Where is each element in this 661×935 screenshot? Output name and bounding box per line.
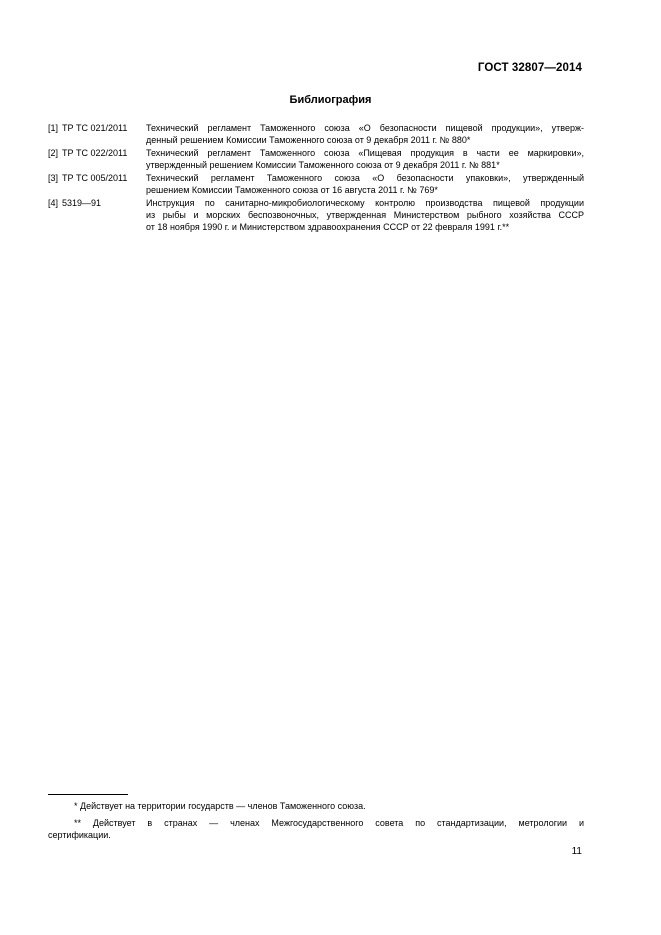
item-text bbox=[146, 122, 584, 146]
bibliography-item bbox=[48, 197, 584, 233]
item-text-line: Технический регламент Таможенного союза «О безопасности пищевой продукции», утверж- bbox=[146, 123, 584, 133]
footnote-text: * Действует на территории государств — членов Таможенного союза. bbox=[74, 801, 366, 811]
footnote-text-continuation: сертификации. bbox=[48, 830, 111, 840]
item-number: [4] bbox=[48, 198, 59, 208]
item-code: ТР ТС 005/2011 bbox=[62, 173, 128, 183]
item-text-line: решением Комиссии Таможенного союза от 16 августа 2011 г. № 769* bbox=[146, 185, 438, 195]
item-number: [2] bbox=[48, 148, 59, 158]
page-number: 11 bbox=[571, 846, 582, 857]
bibliography-list bbox=[48, 122, 584, 234]
bibliography-item bbox=[48, 122, 584, 146]
item-text bbox=[146, 147, 584, 171]
item-text-line: от 18 ноября 1990 г. и Министерством здравоохранения СССР от 22 февраля 1991 г.** bbox=[146, 222, 510, 232]
item-text-line: утвержденный решением Комиссии Таможенного союза от 9 декабря 2011 г. № 881* bbox=[146, 160, 500, 170]
bibliography-title: Библиография bbox=[289, 94, 372, 106]
item-text-line: из рыбы и морских беспозвоночных, утвержденная Министерством рыбного хозяйства СССР bbox=[146, 210, 584, 220]
item-text bbox=[146, 172, 584, 196]
bibliography-item bbox=[48, 172, 584, 196]
document-code: ГОСТ 32807—2014 bbox=[477, 62, 582, 74]
item-text-line: денный решением Комиссии Таможенного союза от 9 декабря 2011 г. № 880* bbox=[146, 135, 471, 145]
footnote-divider bbox=[48, 794, 128, 795]
footnote bbox=[48, 817, 584, 841]
footnotes bbox=[48, 800, 584, 846]
item-number: [1] bbox=[48, 123, 59, 133]
footnote-text-line bbox=[48, 817, 584, 829]
footnote-text: ** Действует в странах — членах Межгосударственного совета по стандартизации, метрологии и bbox=[74, 818, 584, 828]
item-code: ТР ТС 021/2011 bbox=[62, 123, 128, 133]
item-number: [3] bbox=[48, 173, 59, 183]
footnote bbox=[48, 800, 584, 812]
item-text-line: Инструкция по санитарно-микробиологическому контролю производства пищевой продукции bbox=[146, 198, 584, 208]
item-text-line: Технический регламент Таможенного союза «Пищевая продукция в части ее маркировки», bbox=[146, 148, 584, 158]
bibliography-item bbox=[48, 147, 584, 171]
item-code: 5319—91 bbox=[62, 198, 102, 208]
item-code: ТР ТС 022/2011 bbox=[62, 148, 128, 158]
item-text-line: Технический регламент Таможенного союза «О безопасности упаковки», утвержденный bbox=[146, 173, 584, 183]
item-text bbox=[146, 197, 584, 233]
